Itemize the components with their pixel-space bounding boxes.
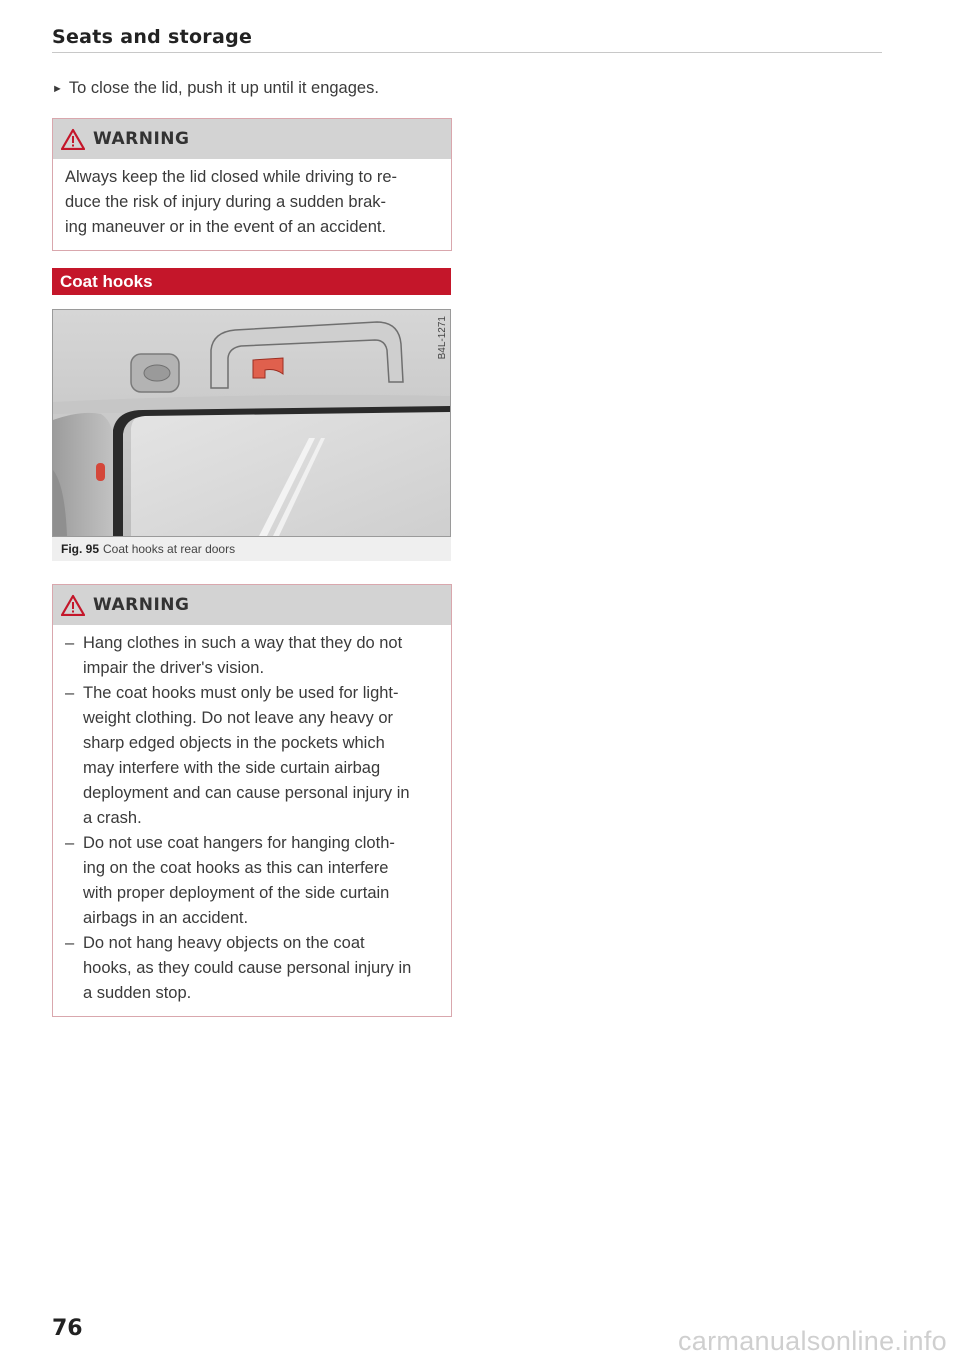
step-instruction	[52, 79, 379, 98]
figure-label: Fig. 95	[61, 542, 100, 556]
warning-line: sharp edged objects in the pockets which	[83, 734, 385, 752]
warning-line: ing on the coat hooks as this can interfere	[83, 859, 389, 877]
figure-caption	[52, 537, 451, 561]
warning-list-item	[65, 681, 439, 831]
page-number: 76	[52, 1316, 83, 1341]
figure-coat-hooks	[52, 309, 451, 537]
warning-line: ing maneuver or in the event of an accident.	[65, 218, 387, 236]
warning-header	[53, 585, 451, 625]
warning-title: WARNING	[93, 595, 190, 615]
warning-line: may interfere with the side curtain airbag	[83, 759, 381, 777]
warning-body	[53, 159, 451, 250]
warning-line: Do not hang heavy objects on the coat	[83, 934, 365, 952]
warning-line: duce the risk of injury during a sudden brak-	[65, 193, 387, 211]
warning-header	[53, 119, 451, 159]
step-arrow-icon: ►	[52, 83, 63, 95]
warning-line: Always keep the lid closed while driving to re-	[65, 168, 397, 186]
step-text: To close the lid, push it up until it engages.	[68, 79, 379, 97]
warning-title: WARNING	[93, 129, 190, 149]
warning-list-item	[65, 831, 439, 931]
warning-box-lid	[52, 118, 452, 251]
header-divider	[52, 52, 882, 53]
warning-line: a crash.	[83, 809, 142, 827]
warning-line: impair the driver's vision.	[83, 659, 265, 677]
warning-list-item	[65, 631, 439, 681]
list-dash: –	[65, 684, 75, 702]
warning-list	[65, 631, 439, 1006]
list-dash: –	[65, 834, 75, 852]
warning-triangle-icon	[61, 594, 85, 616]
warning-triangle-icon	[61, 128, 85, 150]
coat-hooks-illustration	[53, 310, 450, 536]
warning-line: with proper deployment of the side curtain	[83, 884, 390, 902]
warning-body	[53, 625, 451, 1016]
warning-line: Hang clothes in such a way that they do not	[83, 634, 403, 652]
section-heading-coat-hooks: Coat hooks	[52, 268, 451, 295]
warning-box-coat-hooks	[52, 584, 452, 1017]
pillar-coat-hook	[96, 463, 105, 481]
figure-code: B4L-1271	[437, 316, 448, 360]
warning-line: hooks, as they could cause personal injury in	[83, 959, 412, 977]
figure-caption-text: Coat hooks at rear doors	[103, 542, 236, 556]
warning-line: The coat hooks must only be used for light-	[83, 684, 399, 702]
warning-line: weight clothing. Do not leave any heavy or	[83, 709, 394, 727]
section-header: Seats and storage	[52, 26, 253, 48]
warning-list-item	[65, 931, 439, 1006]
warning-line: a sudden stop.	[83, 984, 192, 1002]
watermark: carmanualsonline.info	[678, 1326, 947, 1356]
list-dash: –	[65, 934, 75, 952]
list-dash: –	[65, 634, 75, 652]
warning-line: deployment and can cause personal injury in	[83, 784, 410, 802]
warning-line: airbags in an accident.	[83, 909, 249, 927]
warning-line: Do not use coat hangers for hanging cloth-	[83, 834, 395, 852]
